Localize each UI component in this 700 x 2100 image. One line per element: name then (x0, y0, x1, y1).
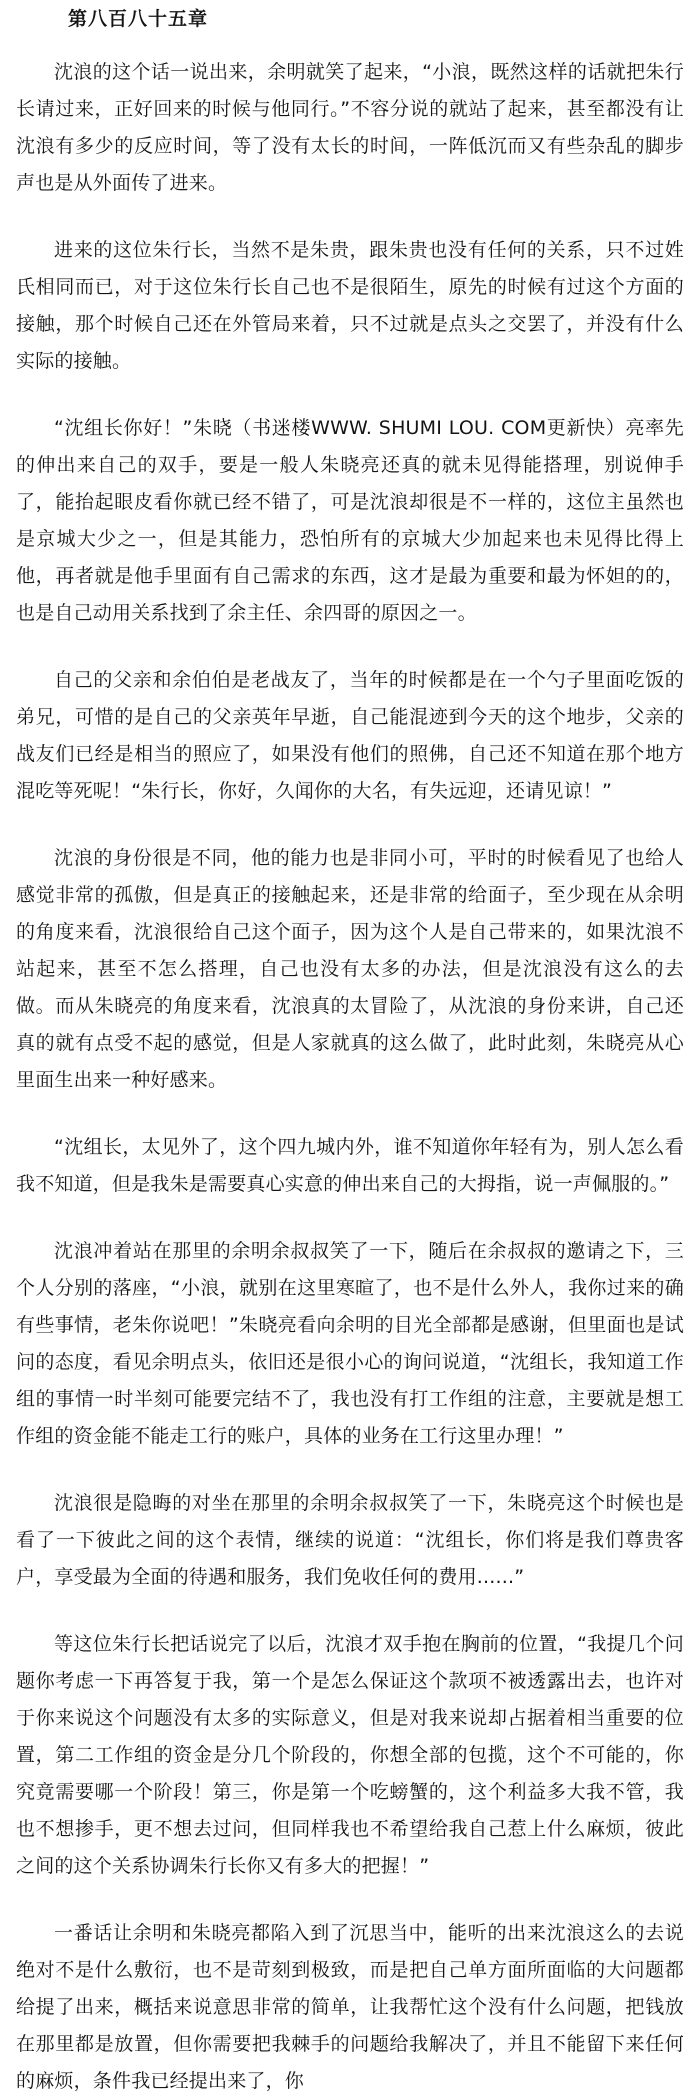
chapter-title: 第八百八十五章 (68, 8, 209, 30)
paragraph-9: 等这位朱行长把话说完了以后，沈浪才双手抱在胸前的位置，“我提几个问题你考虑一下再答复于我，第一个是怎么保证这个款项不被透露出去，也许对于你来说这个问题没有太多的实际意义，但是对我来说却占据着相当重要的位置，第二工作组的资金是分几个阶段的，你想全部的包揽，这个不可能的，你究竟需要哪一个阶段！第三，你是第一个吃螃蟹的，这个利益多大我不管，我也不想掺手，更不想去过问，但同样我也不希望给我自己惹上什么麻烦，彼此之间的这个关系协调朱行长你又有多大的把握！” (16, 1633, 684, 1877)
paragraph-5: 沈浪的身份很是不同，他的能力也是非同小可，平时的时候看见了也给人感觉非常的孤傲，但是真正的接触起来，还是非常的给面子，至少现在从余明的角度来看，沈浪很给自己这个面子，因为这个人是自己带来的，如果沈浪不站起来，甚至不怎么搭理，自己也没有太多的办法，但是沈浪没有这么的去做。而从朱晓亮的角度来看，沈浪真的太冒险了，从沈浪的身份来讲，自己还真的就有点受不起的感觉，但是人家就真的这么做了，此时此刻，朱晓亮从心里面生出来一种好感来。 (16, 847, 684, 1091)
paragraph-6: “沈组长，太见外了，这个四九城内外，谁不知道你年轻有为，别人怎么看我不知道，但是我朱是需要真心实意的伸出来自己的大拇指，说一声佩服的。” (16, 1136, 684, 1195)
paragraph-3: “沈组长你好！”朱晓（书迷楼WWW. SHUMI LOU. COM更新快）亮率先的伸出来自己的双手，要是一般人朱晓亮还真的就未见得能搭理，别说伸手了，能抬起眼皮看你就已经不错了，可是沈浪却很是不一样的，这位主虽然也是京城大少之一，但是其能力，恐怕所有的京城大少加起来也未见得比得上他，再者就是他手里面有自己需求的东西，这才是最为重要和最为怀妲的的，也是自己动用关系找到了余主任、余四哥的原因之一。 (16, 417, 684, 624)
paragraph-2: 进来的这位朱行长，当然不是朱贵，跟朱贵也没有任何的关系，只不过姓氏相同而已，对于这位朱行长自己也不是很陌生，原先的时候有过这个方面的接触，那个时候自己还在外管局来着，只不过就是点头之交罢了，并没有什么实际的接触。 (16, 239, 684, 372)
paragraph-4: 自己的父亲和余伯伯是老战友了，当年的时候都是在一个勺子里面吃饭的弟兄，可惜的是自己的父亲英年早逝，自己能混迹到今天的这个地步，父亲的战友们已经是相当的照应了，如果没有他们的照佛，自己还不知道在那个地方混吃等死呢！“朱行长，你好，久闻你的大名，有失远迎，还请见谅！” (16, 669, 684, 802)
paragraph-8: 沈浪很是隐晦的对坐在那里的余明余叔叔笑了一下，朱晓亮这个时候也是看了一下彼此之间的这个表情，继续的说道：“沈组长，你们将是我们尊贵客户，享受最为全面的待遇和服务，我们免收任何的费用......” (16, 1492, 684, 1588)
paragraph-10: 一番话让余明和朱晓亮都陷入到了沉思当中，能听的出来沈浪这么的去说绝对不是什么敷衍，也不是苛刻到极致，而是把自己单方面所面临的大问题都给提了出来，概括来说意思非常的简单，让我帮忙这个没有什么问题，把钱放在那里都是放置，但你需要把我棘手的问题给我解决了，并且不能留下来任何的麻烦，条件我已经提出来了，你 (16, 1922, 684, 2092)
paragraph-1: 沈浪的这个话一说出来，余明就笑了起来，“小浪，既然这样的话就把朱行长请过来，正好回来的时候与他同行。”不容分说的就站了起来，甚至都没有让沈浪有多少的反应时间，等了没有太长的时间，一阵低沉而又有些杂乱的脚步声也是从外面传了进来。 (16, 61, 684, 194)
paragraph-7: 沈浪冲着站在那里的余明余叔叔笑了一下，随后在余叔叔的邀请之下，三个人分别的落座，“小浪，就别在这里寒暄了，也不是什么外人，我你过来的确有些事情，老朱你说吧！”朱晓亮看向余明的目光全部都是感谢，但里面也是试问的态度，看见余明点头，依旧还是很小心的询问说道，“沈组长，我知道工作组的事情一时半刻可能要完结不了，我也没有打工作组的注意，主要就是想工作组的资金能不能走工行的账户，具体的业务在工行这里办理！” (16, 1240, 684, 1447)
